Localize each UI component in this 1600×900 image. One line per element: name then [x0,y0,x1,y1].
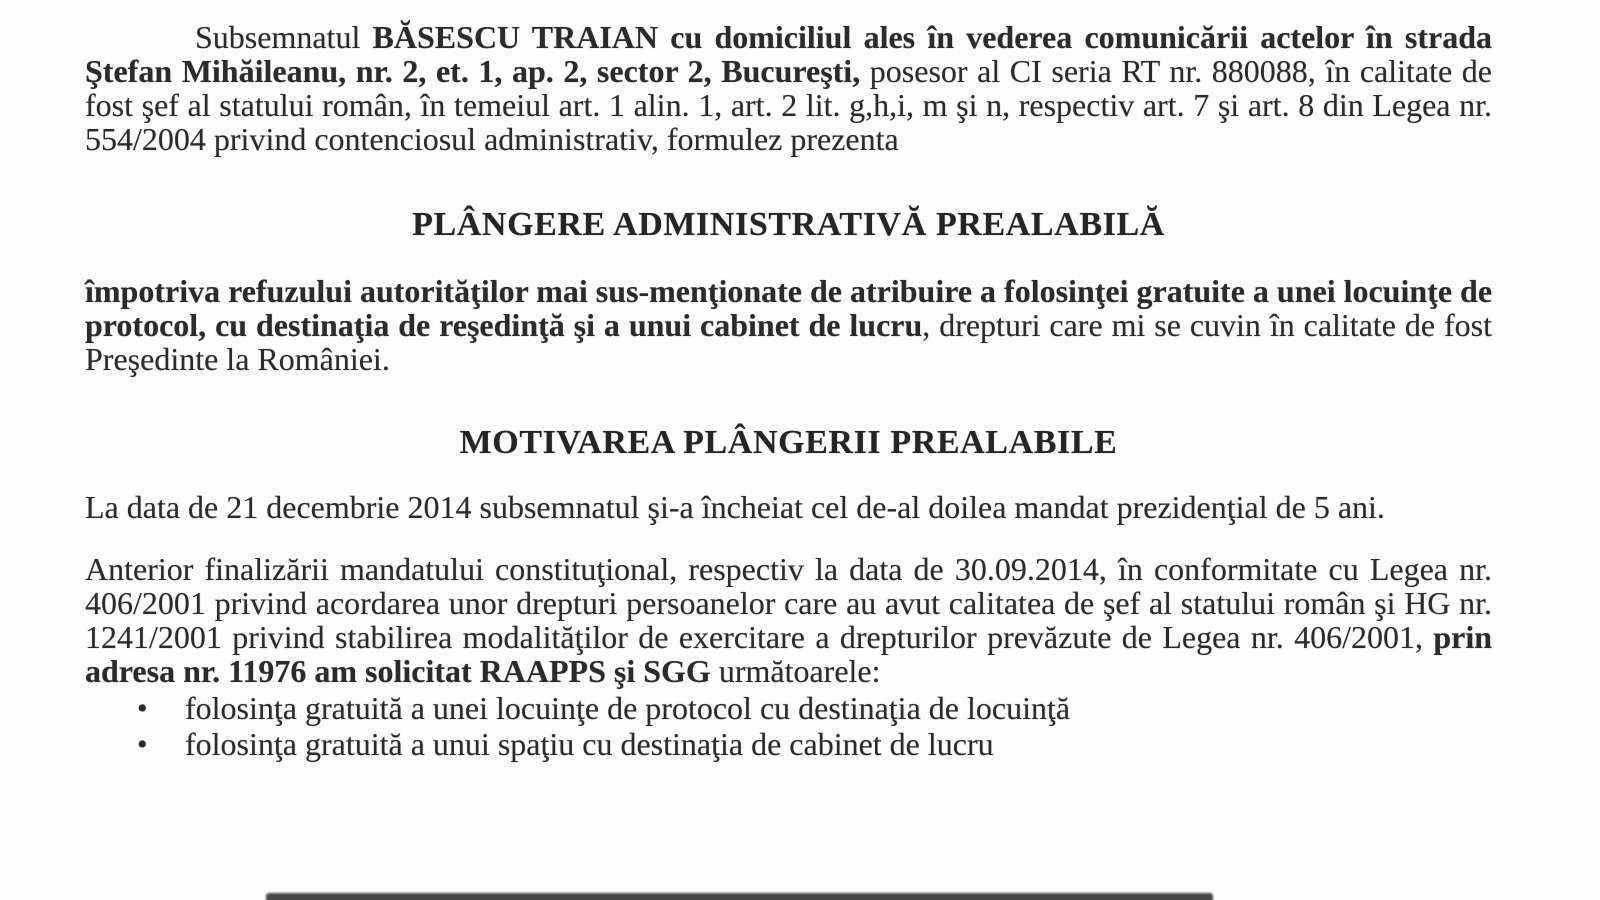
paragraph-intro-bold: BĂSESCU TRAIAN cu domiciliul ales în vederea comunicării actelor în strada Ştefan Mihăileanu, nr. 2, et. 1, ap. 2, sector 2, Bucureşti, [85,19,1493,89]
paragraph-request-bold: prin adresa nr. 11976 am solicitat RAAPPS şi SGG [85,619,1492,689]
paragraph-intro [85,20,1492,156]
bullet-icon: • [137,692,148,725]
motivation-heading: MOTIVAREA PLÂNGERII PREALABILE [459,424,1118,461]
paragraph-request [85,552,1492,688]
paragraph-intro-normal-start: Subsemnatul [195,19,373,55]
request-bullet-list [85,690,1492,762]
cutoff-next-line-artifact [266,893,1213,900]
paragraph-request-normal-start: Anterior finalizării mandatului constituţional, respectiv la data de 30.09.2014, în conformitate cu Legea nr. 406/2001 privind acordarea unor drepturi persoanelor care au avut calitatea de şef al statului român şi HG nr. 1241/2001 privind stabilirea modalităţilor de exercitare a drepturilor prevăzute de Legea nr. 406/2001, [85,551,1492,655]
bullet-item [85,690,1492,726]
bullet-icon: • [137,728,148,761]
paragraph-intro-normal-end: posesor al CI seria RT nr. 880088, în calitate de fost şef al statului român, în temeiul art. 1 alin. 1, art. 2 lit. g,h,i, m şi n, respectiv art. 7 şi art. 8 din Legea nr. 554/2004 privind contenciosul administrativ, formulez prezenta [85,53,1493,157]
bullet-item [85,726,1492,762]
paragraph-against-bold: împotriva refuzului autorităţilor mai sus-menţionate de atribuire a folosinţei gratuite a unei locuinţe de protocol, cu destinaţia de reşedinţă şi a unui cabinet de lucru [85,273,1493,343]
paragraph-against [85,274,1492,376]
bullet-item-text: folosinţa gratuită a unei locuinţe de protocol cu destinaţia de locuinţă [185,690,1071,726]
paragraph-mandate: La data de 21 decembrie 2014 subsemnatul şi-a încheiat cel de-al doilea mandat prezidenţial de 5 ani. [85,489,1385,525]
paragraph-against-normal-end: , drepturi care mi se cuvin în calitate de fost Preşedinte la României. [85,307,1493,377]
main-heading: PLÂNGERE ADMINISTRATIVĂ PREALABILĂ [412,206,1165,243]
bullet-item-text: folosinţa gratuită a unui spaţiu cu destinaţia de cabinet de lucru [185,726,994,762]
paragraph-request-normal-end: următoarele: [710,653,881,689]
